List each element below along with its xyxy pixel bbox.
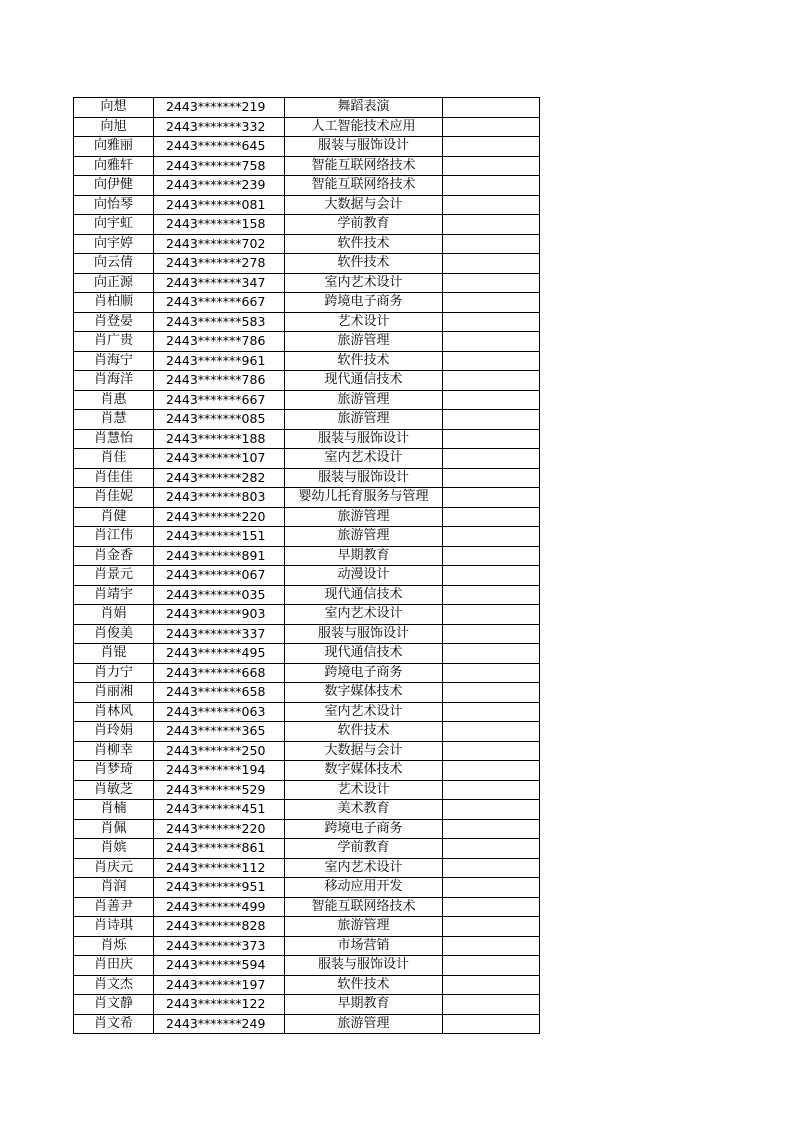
major-cell: 室内艺术设计 (285, 449, 443, 469)
student-id-cell: 2443*******112 (154, 858, 285, 878)
major-cell: 婴幼儿托育服务与管理 (285, 488, 443, 508)
note-cell (443, 663, 540, 683)
note-cell (443, 995, 540, 1015)
note-cell (443, 839, 540, 859)
major-cell: 室内艺术设计 (285, 702, 443, 722)
student-name-cell: 肖佳 (74, 449, 154, 469)
table-row (74, 371, 540, 391)
student-name-cell: 肖海宁 (74, 351, 154, 371)
student-name-cell: 肖广贵 (74, 332, 154, 352)
note-cell (443, 566, 540, 586)
major-cell: 学前教育 (285, 839, 443, 859)
major-cell: 旅游管理 (285, 1014, 443, 1034)
note-cell (443, 468, 540, 488)
note-cell (443, 351, 540, 371)
note-cell (443, 644, 540, 664)
student-id-cell: 2443*******786 (154, 371, 285, 391)
student-name-cell: 肖佳妮 (74, 488, 154, 508)
major-cell: 服装与服饰设计 (285, 956, 443, 976)
note-cell (443, 605, 540, 625)
student-roster-table (73, 97, 540, 1034)
major-cell: 跨境电子商务 (285, 663, 443, 683)
table-row (74, 117, 540, 137)
note-cell (443, 312, 540, 332)
note-cell (443, 449, 540, 469)
student-name-cell: 肖金香 (74, 546, 154, 566)
note-cell (443, 956, 540, 976)
note-cell (443, 897, 540, 917)
student-id-cell: 2443*******499 (154, 897, 285, 917)
note-cell (443, 975, 540, 995)
student-id-cell: 2443*******081 (154, 195, 285, 215)
student-id-cell: 2443*******250 (154, 741, 285, 761)
note-cell (443, 761, 540, 781)
student-id-cell: 2443*******702 (154, 234, 285, 254)
student-name-cell: 肖江伟 (74, 527, 154, 547)
note-cell (443, 117, 540, 137)
table-row (74, 605, 540, 625)
student-name-cell: 肖文杰 (74, 975, 154, 995)
student-name-cell: 肖佩 (74, 819, 154, 839)
student-id-cell: 2443*******278 (154, 254, 285, 274)
major-cell: 人工智能技术应用 (285, 117, 443, 137)
student-id-cell: 2443*******035 (154, 585, 285, 605)
table-row (74, 663, 540, 683)
note-cell (443, 800, 540, 820)
note-cell (443, 917, 540, 937)
note-cell (443, 741, 540, 761)
student-id-cell: 2443*******373 (154, 936, 285, 956)
table-row (74, 819, 540, 839)
student-name-cell: 肖锟 (74, 644, 154, 664)
major-cell: 软件技术 (285, 975, 443, 995)
student-id-cell: 2443*******451 (154, 800, 285, 820)
table-row (74, 566, 540, 586)
student-name-cell: 肖庆元 (74, 858, 154, 878)
student-id-cell: 2443*******337 (154, 624, 285, 644)
student-id-cell: 2443*******239 (154, 176, 285, 196)
note-cell (443, 546, 540, 566)
student-id-cell: 2443*******220 (154, 507, 285, 527)
student-name-cell: 肖柳幸 (74, 741, 154, 761)
major-cell: 旅游管理 (285, 527, 443, 547)
student-id-cell: 2443*******667 (154, 293, 285, 313)
major-cell: 大数据与会计 (285, 195, 443, 215)
student-id-cell: 2443*******861 (154, 839, 285, 859)
table-row (74, 683, 540, 703)
student-id-cell: 2443*******828 (154, 917, 285, 937)
major-cell: 软件技术 (285, 234, 443, 254)
student-name-cell: 肖梦琦 (74, 761, 154, 781)
table-row (74, 234, 540, 254)
table-row (74, 468, 540, 488)
student-name-cell: 肖善尹 (74, 897, 154, 917)
table-row (74, 741, 540, 761)
student-name-cell: 向怡琴 (74, 195, 154, 215)
student-id-cell: 2443*******158 (154, 215, 285, 235)
student-name-cell: 向云倩 (74, 254, 154, 274)
table-row (74, 410, 540, 430)
note-cell (443, 234, 540, 254)
major-cell: 美术教育 (285, 800, 443, 820)
major-cell: 艺术设计 (285, 780, 443, 800)
table-row (74, 897, 540, 917)
student-name-cell: 向雅轩 (74, 156, 154, 176)
student-id-cell: 2443*******529 (154, 780, 285, 800)
student-id-cell: 2443*******891 (154, 546, 285, 566)
note-cell (443, 527, 540, 547)
note-cell (443, 722, 540, 742)
student-name-cell: 肖慧 (74, 410, 154, 430)
student-id-cell: 2443*******332 (154, 117, 285, 137)
table-row (74, 644, 540, 664)
student-name-cell: 肖慧怡 (74, 429, 154, 449)
student-id-cell: 2443*******495 (154, 644, 285, 664)
student-id-cell: 2443*******365 (154, 722, 285, 742)
note-cell (443, 1014, 540, 1034)
student-name-cell: 肖润 (74, 878, 154, 898)
table-row (74, 839, 540, 859)
major-cell: 智能互联网络技术 (285, 156, 443, 176)
student-name-cell: 肖田庆 (74, 956, 154, 976)
major-cell: 室内艺术设计 (285, 605, 443, 625)
table-row (74, 254, 540, 274)
student-id-cell: 2443*******220 (154, 819, 285, 839)
major-cell: 旅游管理 (285, 390, 443, 410)
student-id-cell: 2443*******219 (154, 98, 285, 118)
major-cell: 服装与服饰设计 (285, 468, 443, 488)
student-name-cell: 肖敏芝 (74, 780, 154, 800)
student-name-cell: 向正源 (74, 273, 154, 293)
student-id-cell: 2443*******667 (154, 390, 285, 410)
table-row (74, 878, 540, 898)
table-row (74, 98, 540, 118)
major-cell: 旅游管理 (285, 507, 443, 527)
student-name-cell: 肖惠 (74, 390, 154, 410)
student-name-cell: 肖嫔 (74, 839, 154, 859)
student-name-cell: 肖诗琪 (74, 917, 154, 937)
note-cell (443, 488, 540, 508)
student-name-cell: 向伊健 (74, 176, 154, 196)
major-cell: 服装与服饰设计 (285, 624, 443, 644)
roster-table-body (74, 98, 540, 1034)
major-cell: 软件技术 (285, 351, 443, 371)
table-row (74, 936, 540, 956)
note-cell (443, 780, 540, 800)
note-cell (443, 410, 540, 430)
major-cell: 跨境电子商务 (285, 819, 443, 839)
table-row (74, 975, 540, 995)
major-cell: 跨境电子商务 (285, 293, 443, 313)
note-cell (443, 332, 540, 352)
major-cell: 旅游管理 (285, 332, 443, 352)
student-name-cell: 肖文希 (74, 1014, 154, 1034)
table-row (74, 215, 540, 235)
major-cell: 学前教育 (285, 215, 443, 235)
note-cell (443, 878, 540, 898)
table-row (74, 624, 540, 644)
table-row (74, 1014, 540, 1034)
table-row (74, 507, 540, 527)
major-cell: 艺术设计 (285, 312, 443, 332)
major-cell: 现代通信技术 (285, 371, 443, 391)
note-cell (443, 273, 540, 293)
table-row (74, 702, 540, 722)
student-id-cell: 2443*******583 (154, 312, 285, 332)
major-cell: 数字媒体技术 (285, 761, 443, 781)
student-id-cell: 2443*******282 (154, 468, 285, 488)
table-row (74, 156, 540, 176)
table-row (74, 449, 540, 469)
table-row (74, 273, 540, 293)
table-row (74, 722, 540, 742)
student-id-cell: 2443*******085 (154, 410, 285, 430)
major-cell: 移动应用开发 (285, 878, 443, 898)
student-id-cell: 2443*******951 (154, 878, 285, 898)
student-name-cell: 向宇婷 (74, 234, 154, 254)
note-cell (443, 215, 540, 235)
note-cell (443, 176, 540, 196)
student-id-cell: 2443*******645 (154, 137, 285, 157)
student-id-cell: 2443*******658 (154, 683, 285, 703)
table-row (74, 176, 540, 196)
student-name-cell: 肖烁 (74, 936, 154, 956)
major-cell: 舞蹈表演 (285, 98, 443, 118)
student-name-cell: 肖林风 (74, 702, 154, 722)
note-cell (443, 195, 540, 215)
student-name-cell: 向旭 (74, 117, 154, 137)
table-row (74, 293, 540, 313)
student-id-cell: 2443*******151 (154, 527, 285, 547)
table-row (74, 800, 540, 820)
student-name-cell: 肖俊美 (74, 624, 154, 644)
student-name-cell: 肖娟 (74, 605, 154, 625)
note-cell (443, 507, 540, 527)
student-name-cell: 肖玲娟 (74, 722, 154, 742)
table-row (74, 195, 540, 215)
major-cell: 软件技术 (285, 254, 443, 274)
note-cell (443, 254, 540, 274)
student-id-cell: 2443*******668 (154, 663, 285, 683)
student-id-cell: 2443*******594 (154, 956, 285, 976)
student-id-cell: 2443*******063 (154, 702, 285, 722)
major-cell: 旅游管理 (285, 917, 443, 937)
table-row (74, 527, 540, 547)
student-id-cell: 2443*******067 (154, 566, 285, 586)
table-row (74, 858, 540, 878)
student-id-cell: 2443*******107 (154, 449, 285, 469)
student-id-cell: 2443*******194 (154, 761, 285, 781)
student-name-cell: 向想 (74, 98, 154, 118)
table-row (74, 995, 540, 1015)
note-cell (443, 390, 540, 410)
major-cell: 市场营销 (285, 936, 443, 956)
student-id-cell: 2443*******961 (154, 351, 285, 371)
major-cell: 服装与服饰设计 (285, 137, 443, 157)
student-name-cell: 肖文静 (74, 995, 154, 1015)
student-name-cell: 向雅丽 (74, 137, 154, 157)
note-cell (443, 293, 540, 313)
note-cell (443, 98, 540, 118)
major-cell: 软件技术 (285, 722, 443, 742)
student-id-cell: 2443*******803 (154, 488, 285, 508)
student-id-cell: 2443*******188 (154, 429, 285, 449)
student-name-cell: 肖登晏 (74, 312, 154, 332)
major-cell: 早期教育 (285, 995, 443, 1015)
student-id-cell: 2443*******347 (154, 273, 285, 293)
student-id-cell: 2443*******122 (154, 995, 285, 1015)
major-cell: 大数据与会计 (285, 741, 443, 761)
table-row (74, 761, 540, 781)
student-name-cell: 肖景元 (74, 566, 154, 586)
student-name-cell: 肖楠 (74, 800, 154, 820)
student-name-cell: 肖柏顺 (74, 293, 154, 313)
table-row (74, 390, 540, 410)
table-row (74, 956, 540, 976)
note-cell (443, 702, 540, 722)
student-id-cell: 2443*******249 (154, 1014, 285, 1034)
note-cell (443, 858, 540, 878)
student-name-cell: 肖佳佳 (74, 468, 154, 488)
major-cell: 智能互联网络技术 (285, 897, 443, 917)
note-cell (443, 936, 540, 956)
note-cell (443, 819, 540, 839)
note-cell (443, 429, 540, 449)
student-id-cell: 2443*******758 (154, 156, 285, 176)
major-cell: 智能互联网络技术 (285, 176, 443, 196)
major-cell: 早期教育 (285, 546, 443, 566)
table-row (74, 351, 540, 371)
student-name-cell: 肖力宁 (74, 663, 154, 683)
student-name-cell: 肖海洋 (74, 371, 154, 391)
table-row (74, 780, 540, 800)
table-row (74, 546, 540, 566)
note-cell (443, 585, 540, 605)
student-name-cell: 肖靖宇 (74, 585, 154, 605)
student-id-cell: 2443*******197 (154, 975, 285, 995)
student-name-cell: 肖丽湘 (74, 683, 154, 703)
major-cell: 现代通信技术 (285, 644, 443, 664)
table-row (74, 332, 540, 352)
student-id-cell: 2443*******903 (154, 605, 285, 625)
table-row (74, 488, 540, 508)
note-cell (443, 156, 540, 176)
major-cell: 动漫设计 (285, 566, 443, 586)
note-cell (443, 137, 540, 157)
table-row (74, 429, 540, 449)
table-row (74, 585, 540, 605)
major-cell: 数字媒体技术 (285, 683, 443, 703)
student-id-cell: 2443*******786 (154, 332, 285, 352)
student-name-cell: 向宇虹 (74, 215, 154, 235)
table-row (74, 917, 540, 937)
table-row (74, 137, 540, 157)
major-cell: 室内艺术设计 (285, 273, 443, 293)
note-cell (443, 371, 540, 391)
major-cell: 旅游管理 (285, 410, 443, 430)
major-cell: 现代通信技术 (285, 585, 443, 605)
major-cell: 服装与服饰设计 (285, 429, 443, 449)
student-name-cell: 肖健 (74, 507, 154, 527)
note-cell (443, 683, 540, 703)
table-row (74, 312, 540, 332)
note-cell (443, 624, 540, 644)
major-cell: 室内艺术设计 (285, 858, 443, 878)
